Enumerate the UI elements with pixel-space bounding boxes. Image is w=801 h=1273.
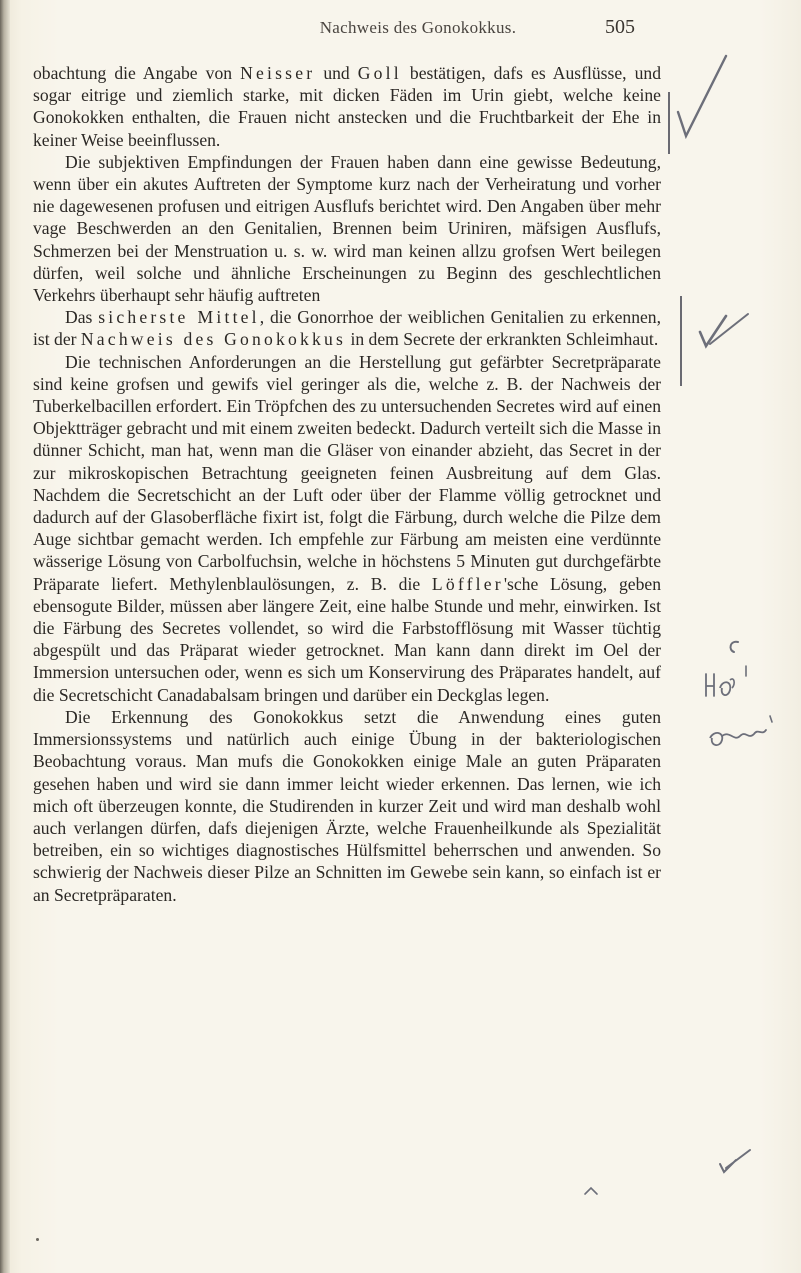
text-run: obachtung die Angabe von [33, 63, 241, 83]
paragraph-5 [33, 706, 661, 906]
spaced-name: Nachweis des Gonokokkus [80, 329, 347, 350]
pencil-tick-icon [583, 1186, 599, 1196]
pencil-check-mark-3-icon [716, 1148, 756, 1174]
ink-speck [36, 1238, 39, 1241]
text-run: Das [65, 307, 99, 328]
page-header [0, 16, 801, 46]
text-run: Die technischen Anforderungen an die Herstellung gut gefärbter Secretpräparate sind keine grofsen und gewifs viel geringer als die, welche z. B. der Nachweis der Tuberkelbacillen erfordert. Ein Tröpfchen des zu untersuchenden Secretes wird auf einen Objektträger gebracht und mit einem zweiten bedeckt. Dadurch verteilt sich die Masse in dünner Schicht, man hat, wenn man die Gläser von einander abzieht, das Secret in der zur mikroskopischen Betrachtung geeigneten feinen Ausbreitung auf dem Glas. Nachdem die Secretschicht an der Luft oder über der Flamme völlig getrocknet und dadurch auf der Glasoberfläche fixirt ist, folgt die Färbung, durch welche die Pilze dem Auge sichtbar gemacht werden. Ich empfehle zur Färbung am meisten eine verdünnte wässerige Lösung von Carbolfuchsin, welche in höchstens 5 Minuten gut durchgefärbte Präparate liefert. Methylenblaulösungen, z. B. die [33, 351, 661, 594]
spaced-name: Löffler [431, 573, 504, 594]
pencil-scribble-icon [700, 636, 782, 752]
margin-bracket-1 [668, 92, 670, 154]
text-run: in dem Secrete der erkrankten Schleimhaut. [346, 329, 659, 350]
margin-bracket-2 [680, 296, 682, 386]
paragraph-3 [33, 306, 661, 350]
paragraph-4 [33, 351, 661, 706]
body-text [33, 62, 661, 906]
text-run: bestätigen, dafs es Ausflüsse, und sogar eitrige und ziemlich starke, mit dicken Fäden im Urin giebt, welche keine Gonokokken enthalten, die Frauen nicht anstecken und die Fruchtbarkeit der Ehe in keiner Weise beeinflussen. [33, 63, 661, 150]
pencil-check-mark-1-icon [672, 52, 732, 142]
spaced-name: Goll [357, 63, 402, 83]
pencil-check-mark-2-icon [696, 310, 752, 350]
text-run: Die subjektiven Empfindungen der Frauen haben dann eine gewisse Bedeutung, wenn über ein akutes Auftreten der Symptome kurz nach der Verheiratung und vorher nie dagewesenen profusen und eitrigen Ausflufs berichtet wird. Den Angaben über mehr vage Beschwerden an den Genitalien, Brennen beim Uriniren, mäfsigen Ausflufs, Schmerzen bei der Menstruation u. s. w. wird man keinen allzu grofsen Wert beilegen dürfen, weil solche und ähnliche Erscheinungen zu Beginn des geschlechtlichen Verkehrs überhaupt sehr häufig auftreten [33, 151, 661, 306]
text-run: 'sche Lösung, geben ebensogute Bilder, müssen aber längere Zeit, eine halbe Stunde und mehr, einwirken. Ist die Färbung des Secretes vollendet, so wird die Farbstofflösung mit Wasser tüchtig abgespült und das Präparat wieder getrocknet. Man kann dann direkt im Oel der Immersion untersuchen oder, wenn es sich um Konservirung des Präparates handelt, auf die Secretschicht Canadabalsam bringen und darüber ein Deckglas legen. [33, 573, 661, 705]
page-number: 505 [605, 16, 635, 38]
running-title: Nachweis des Gonokokkus. [319, 18, 517, 37]
text-run: Die Erkennung des Gonokokkus setzt die Anwendung eines guten Immersionssystems und natürlich auch einige Übung in der bakteriologischen Beobachtung voraus. Man mufs die Gonokokken einige Male an guten Präparaten gesehen haben und wird sie dann immer leicht wieder erkennen. Das lernen, wie ich mich oft überzeugen konnte, die Studirenden in kurzer Zeit und wird man deshalb wohl auch verlangen dürfen, dafs diejenigen Ärzte, welche Frauenheilkunde als Spezialität betreiben, ein so wichtiges diagnostisches Hülfsmittel beherrschen und anwenden. So schwierig der Nachweis dieser Pilze an Schnitten im Gewebe sein kann, so einfach ist er an Secretpräparaten. [33, 706, 661, 905]
paragraph-1 [33, 62, 661, 151]
text-run: , die Gonorrhoe der weiblichen Genitalien zu erkennen, ist der [33, 307, 662, 350]
page-binding-edge [0, 0, 10, 1273]
paragraph-2 [33, 151, 661, 306]
text-run: und [315, 63, 358, 83]
spaced-name: sicherste Mittel [98, 307, 260, 328]
spaced-name: Neisser [240, 63, 316, 83]
